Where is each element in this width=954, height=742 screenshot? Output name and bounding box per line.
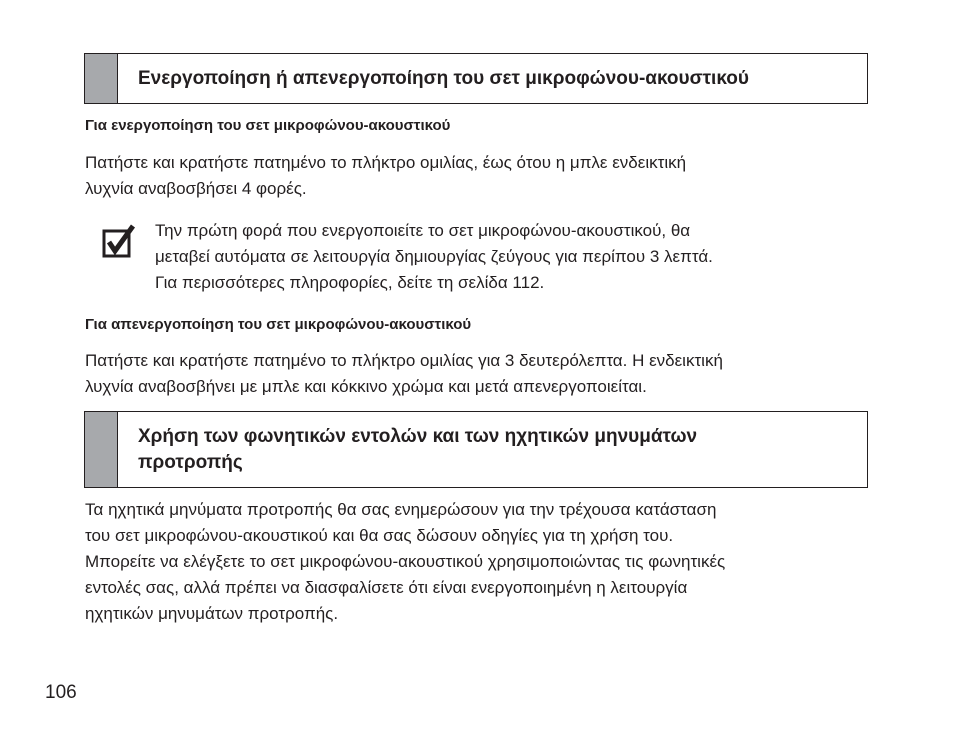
checkbox-check-icon xyxy=(102,224,136,258)
title-line: Χρήση των φωνητικών εντολών και των ηχητικών μηνυμάτων xyxy=(138,426,698,447)
text-line: Για περισσότερες πληροφορίες, δείτε τη σελίδα 112. xyxy=(155,273,545,292)
section-title-power: Ενεργοποίηση ή απενεργοποίηση του σετ μικροφώνου-ακουστικού xyxy=(138,67,749,89)
note-text xyxy=(155,218,865,296)
paragraph-voice-prompts xyxy=(85,497,875,627)
text-line: λυχνία αναβοσβήσει 4 φορές. xyxy=(85,179,307,198)
text-line: λυχνία αναβοσβήνει με μπλε και κόκκινο χρώμα και μετά απενεργοποιείται. xyxy=(85,377,647,396)
page-number: 106 xyxy=(45,682,77,703)
paragraph-power-off xyxy=(85,348,875,400)
text-line: Μπορείτε να ελέγξετε το σετ μικροφώνου-ακουστικού χρησιμοποιώντας τις φωνητικές xyxy=(85,552,726,571)
title-line: προτροπής xyxy=(138,452,243,473)
text-line: ηχητικών μηνυμάτων προτροπής. xyxy=(85,604,339,623)
text-line: εντολές σας, αλλά πρέπει να διασφαλίσετε ότι είναι ενεργοποιημένη η λειτουργία xyxy=(85,578,688,597)
heading-accent-bar xyxy=(85,54,118,103)
section-heading-power xyxy=(84,53,868,104)
text-line: του σετ μικροφώνου-ακουστικού και θα σας δώσουν οδηγίες για τη χρήση του. xyxy=(85,526,674,545)
text-line: Πατήστε και κρατήστε πατημένο το πλήκτρο ομιλίας, έως ότου η μπλε ενδεικτική xyxy=(85,153,687,172)
section-title-voice xyxy=(118,412,867,487)
paragraph-power-on xyxy=(85,150,875,202)
subheading-power-on: Για ενεργοποίηση του σετ μικροφώνου-ακουστικού xyxy=(85,117,451,134)
text-line: Πατήστε και κρατήστε πατημένο το πλήκτρο ομιλίας για 3 δευτερόλεπτα. Η ενδεικτική xyxy=(85,351,723,370)
section-heading-voice xyxy=(84,411,868,488)
subheading-power-off: Για απενεργοποίηση του σετ μικροφώνου-ακουστικού xyxy=(85,316,472,333)
text-line: μεταβεί αυτόματα σε λειτουργία δημιουργίας ζεύγους για περίπου 3 λεπτά. xyxy=(155,247,713,266)
text-line: Τα ηχητικά μηνύματα προτροπής θα σας ενημερώσουν για την τρέχουσα κατάσταση xyxy=(85,500,717,519)
heading-accent-bar xyxy=(85,412,118,487)
text-line: Την πρώτη φορά που ενεργοποιείτε το σετ μικροφώνου-ακουστικού, θα xyxy=(155,221,691,240)
